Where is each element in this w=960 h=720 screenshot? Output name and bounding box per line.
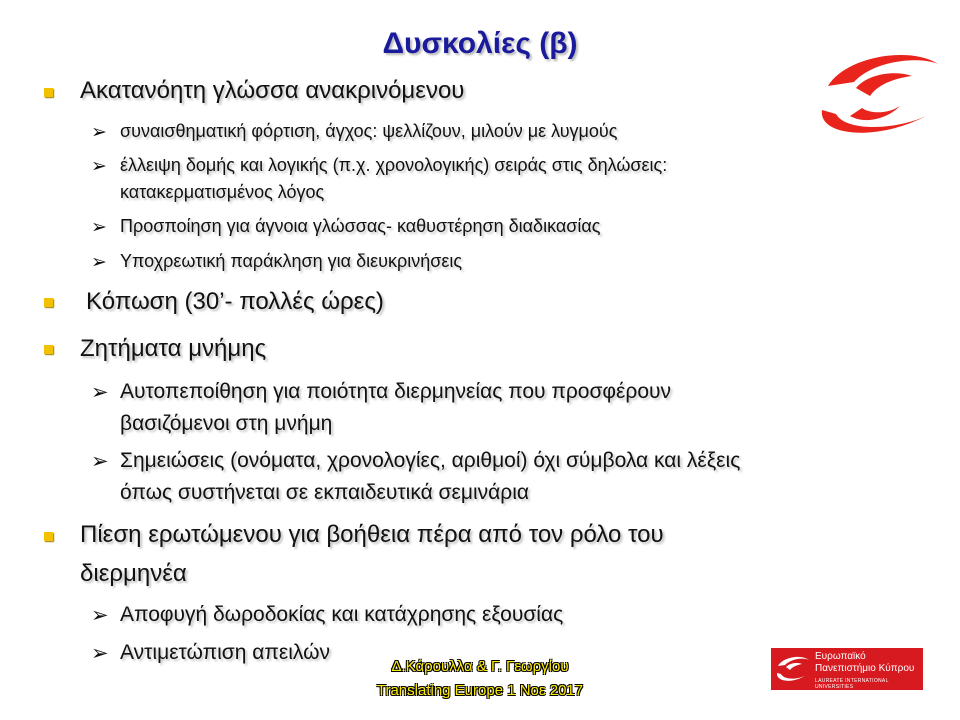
sub-bullet-item: Αυτοπεποίθηση για ποιότητα διερμηνείας που προσφέρουν xyxy=(120,380,672,403)
bullet-square-icon xyxy=(44,345,53,354)
footer-event: Translating Europe 1 Νοε 2017 xyxy=(376,682,584,699)
sub-bullet-item: Προσποίηση για άγνοια γλώσσας- καθυστέρηση διαδικασίας xyxy=(120,216,601,236)
sub-bullet-item: έλλειψη δομής και λογικής (π.χ. χρονολογικής) σειράς στις δηλώσεις: xyxy=(120,155,668,175)
sub-bullet-item-continued: βασιζόμενοι στη μνήμη xyxy=(120,412,333,435)
bullet-item: Κόπωση (30’- πολλές ώρες) xyxy=(86,288,384,315)
sub-bullet-item: Αποφυγή δωροδοκίας και κατάχρησης εξουσίας xyxy=(120,603,564,626)
university-tagline: LAUREATE INTERNATIONAL UNIVERSITIES xyxy=(815,678,889,690)
arrow-bullet-icon: ➢ xyxy=(91,381,109,404)
arrow-bullet-icon: ➢ xyxy=(91,122,107,143)
slide-title: Δυσκολίες (β) xyxy=(382,27,578,60)
sub-bullet-item: Αντιμετώπιση απειλών xyxy=(120,641,331,664)
university-name-line1: Ευρωπαϊκό xyxy=(815,651,866,662)
sub-bullet-item: συναισθηματική φόρτιση, άγχος: ψελλίζουν, μιλούν με λυγμούς xyxy=(120,121,618,141)
bullet-item: Ζητήματα μνήμης xyxy=(80,335,267,362)
arrow-bullet-icon: ➢ xyxy=(91,252,107,273)
bullet-square-icon xyxy=(44,298,53,307)
bullet-item: Ακατανόητη γλώσσα ανακρινόμενου xyxy=(80,77,465,104)
footer-authors: Δ.Κάρουλλα & Γ. Γεωργίου xyxy=(391,658,569,675)
arrow-bullet-icon: ➢ xyxy=(91,217,107,238)
sub-bullet-item: Υποχρεωτική παράκληση για διευκρινήσεις xyxy=(120,251,463,271)
bullet-square-icon xyxy=(44,88,53,97)
university-name-line2: Πανεπιστήμιο Κύπρου xyxy=(815,663,915,674)
bullet-square-icon xyxy=(44,532,53,541)
arrow-bullet-icon: ➢ xyxy=(91,156,107,177)
bullet-item-continued: διερμηνέα xyxy=(80,560,187,587)
sub-bullet-item-continued: όπως συστήνεται σε εκπαιδευτικά σεμινάρια xyxy=(120,481,530,504)
bullet-item: Πίεση ερωτώμενου για βοήθεια πέρα από τον ρόλο του xyxy=(80,521,664,548)
sub-bullet-item: Σημειώσεις (ονόματα, χρονολογίες, αριθμοί) όχι σύμβολα και λέξεις xyxy=(120,449,741,472)
arrow-bullet-icon: ➢ xyxy=(91,450,109,473)
arrow-bullet-icon: ➢ xyxy=(91,604,109,627)
sub-bullet-item-continued: κατακερματισμένος λόγος xyxy=(120,182,325,202)
arrow-bullet-icon: ➢ xyxy=(91,642,109,665)
